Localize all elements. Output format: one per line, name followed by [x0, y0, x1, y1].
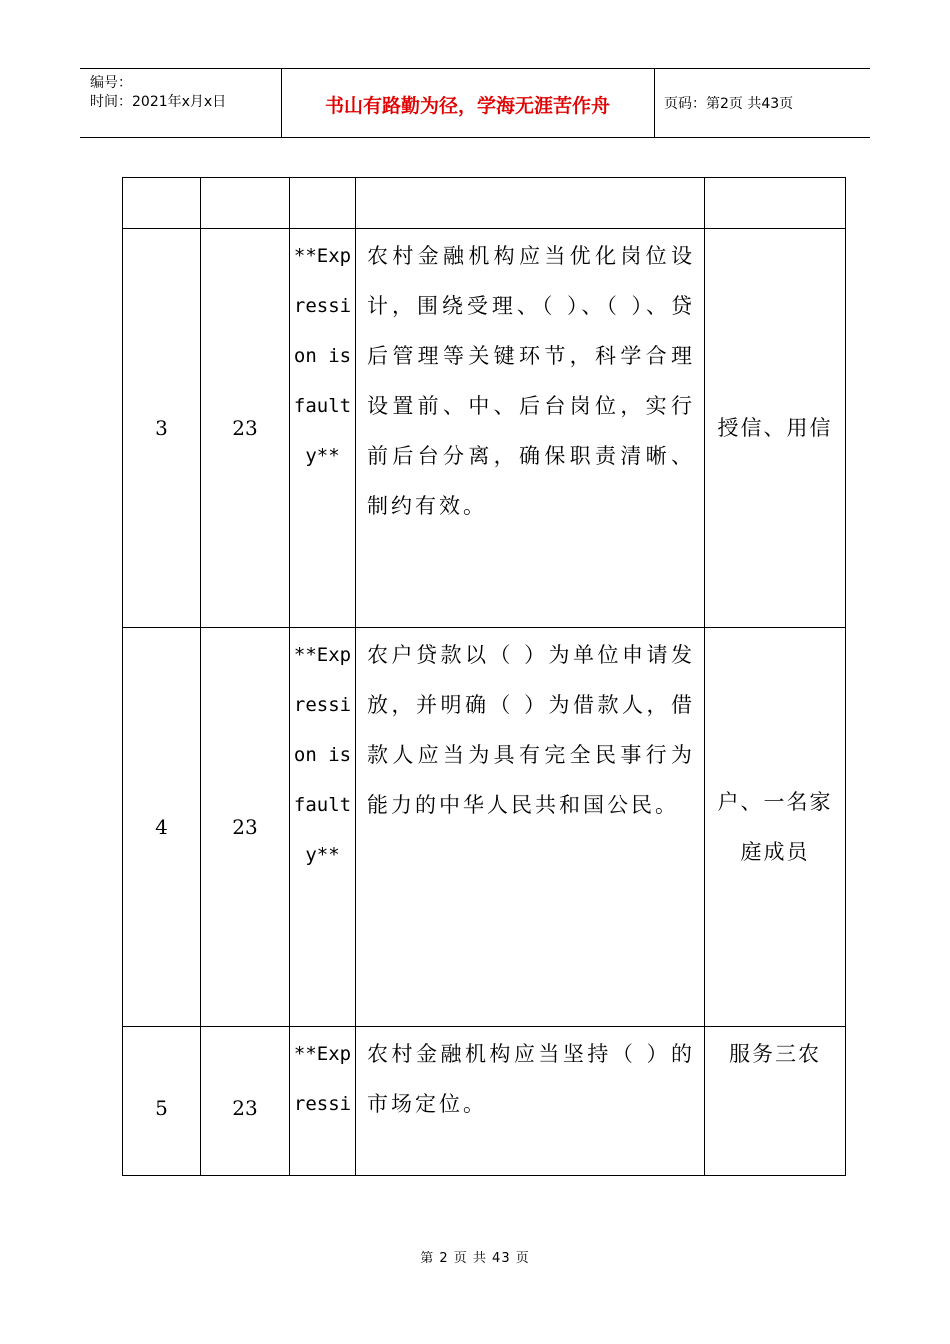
row-expression: **Expressi [290, 1027, 356, 1176]
row-question [356, 178, 705, 229]
row-score [201, 178, 290, 229]
header-motto: 书山有路勤为径，学海无涯苦作舟 [324, 95, 610, 117]
row-answer: 户、一名家庭成员 [705, 628, 846, 1027]
row-answer: 授信、用信 [705, 229, 846, 628]
question-table [122, 177, 846, 1176]
row-expression: **Expression is faulty** [290, 628, 356, 1027]
row-number: 3 [123, 229, 201, 628]
table-row [123, 178, 846, 229]
row-number: 4 [123, 628, 201, 1027]
row-expression [290, 178, 356, 229]
header-code-label: 编号： [90, 75, 132, 91]
table-row [123, 1027, 846, 1176]
row-score: 23 [201, 229, 290, 628]
row-number: 5 [123, 1027, 201, 1176]
row-question: 农户贷款以（ ）为单位申请发放，并明确（ ）为借款人，借款人应当为具有完全民事行为能力的中华人民共和国公民。 [356, 628, 705, 1027]
header-page-label: 页码：第2页 共43页 [664, 96, 794, 112]
row-number [123, 178, 201, 229]
header-divider [654, 69, 655, 137]
table-row [123, 628, 846, 1027]
row-answer: 服务三农 [705, 1027, 846, 1176]
page-header [80, 68, 870, 138]
row-score: 23 [201, 1027, 290, 1176]
table-row [123, 229, 846, 628]
row-question: 农村金融机构应当优化岗位设计，围绕受理、（ ）、（ ）、贷后管理等关键环节，科学合理设置前、中、后台岗位，实行前后台分离，确保职责清晰、制约有效。 [356, 229, 705, 628]
page-footer: 第 2 页 共 43 页 [420, 1251, 530, 1266]
row-question: 农村金融机构应当坚持（ ）的市场定位。 [356, 1027, 705, 1176]
row-expression: **Expression is faulty** [290, 229, 356, 628]
row-answer [705, 178, 846, 229]
header-time-label: 时间：2021年x月x日 [90, 94, 227, 110]
row-score: 23 [201, 628, 290, 1027]
